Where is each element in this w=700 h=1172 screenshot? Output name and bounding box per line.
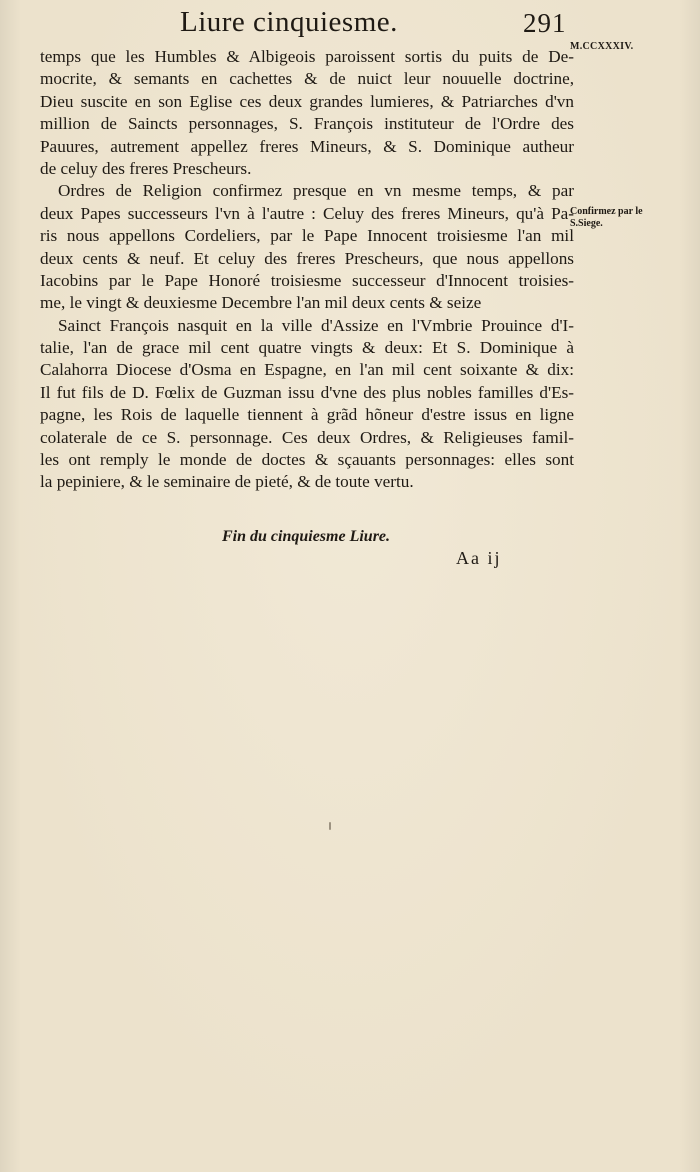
text-line: de celuy des freres Prescheurs. bbox=[40, 158, 252, 178]
text-line: Pauures, autrement appellez freres Mineurs, & S. Dominique autheur bbox=[40, 136, 574, 156]
text-line: deux Papes successeurs l'vn à l'autre : Celuy des freres Mineurs, qu'à Pa- bbox=[40, 203, 574, 223]
text-line: Iacobins par le Pape Honoré troisiesme successeur d'Innocent troisies- bbox=[40, 270, 574, 290]
text-line: Ordres de Religion confirmez presque en vn mesme temps, & par bbox=[58, 181, 574, 201]
text-line: les ont remply le monde de doctes & sçauants personnages: elles sont bbox=[40, 450, 574, 470]
page-number: 291 bbox=[523, 8, 567, 38]
text-line: deux cents & neuf. Et celuy des freres Prescheurs, que nous appellons bbox=[40, 248, 574, 268]
margin-note-confirmed bbox=[570, 206, 643, 230]
ink-speck bbox=[329, 822, 331, 830]
text-line: me, le vingt & deuxiesme Decembre l'an mil deux cents & seize bbox=[40, 293, 482, 313]
text-line: million de Saincts personnages, S. François instituteur de l'Ordre des bbox=[40, 114, 574, 134]
running-head-title: Liure cinquiesme. bbox=[180, 6, 398, 38]
text-line: temps que les Humbles & Albigeois paroissent sortis du puits de De- bbox=[40, 47, 574, 66]
text-line: mocrite, & semants en cachettes & de nuict leur nouuelle doctrine, bbox=[40, 69, 574, 89]
margin-note-confirmed-line1: Confirmez par le bbox=[570, 206, 643, 217]
text-line: Dieu suscite en son Eglise ces deux grandes lumieres, & Patriarches d'vn bbox=[40, 91, 574, 111]
text-line: Sainct François nasquit en la ville d'Assize en l'Vmbrie Prouince d'I- bbox=[58, 315, 574, 335]
end-of-book-text: Fin du cinquiesme Liure. bbox=[222, 528, 391, 545]
text-line: Il fut fils de D. Fœlix de Guzman issu d'vne des plus nobles familles d'Es- bbox=[40, 382, 574, 402]
signature-mark: Aa ij bbox=[456, 548, 502, 568]
text-line: pagne, les Rois de laquelle tiennent à grãd hõneur d'estre issus en ligne bbox=[40, 405, 574, 425]
text-line: talie, l'an de grace mil cent quatre vingts & deux: Et S. Dominique à bbox=[40, 338, 574, 358]
text-line: ris nous appellons Cordeliers, par le Pape Innocent troisiesme l'an mil bbox=[40, 226, 574, 246]
text-line: la pepiniere, & le seminaire de pieté, & de toute vertu. bbox=[40, 472, 414, 492]
text-line: Calahorra Diocese d'Osma en Espagne, en l'an mil cent soixante & dix: bbox=[40, 360, 574, 380]
body-text bbox=[40, 46, 574, 494]
margin-note-year: M.CCXXXIV. bbox=[570, 41, 634, 52]
margin-note-confirmed-line2: S.Siege. bbox=[570, 218, 603, 229]
text-line: colaterale de ce S. personnage. Ces deux Ordres, & Religieuses famil- bbox=[40, 427, 574, 447]
